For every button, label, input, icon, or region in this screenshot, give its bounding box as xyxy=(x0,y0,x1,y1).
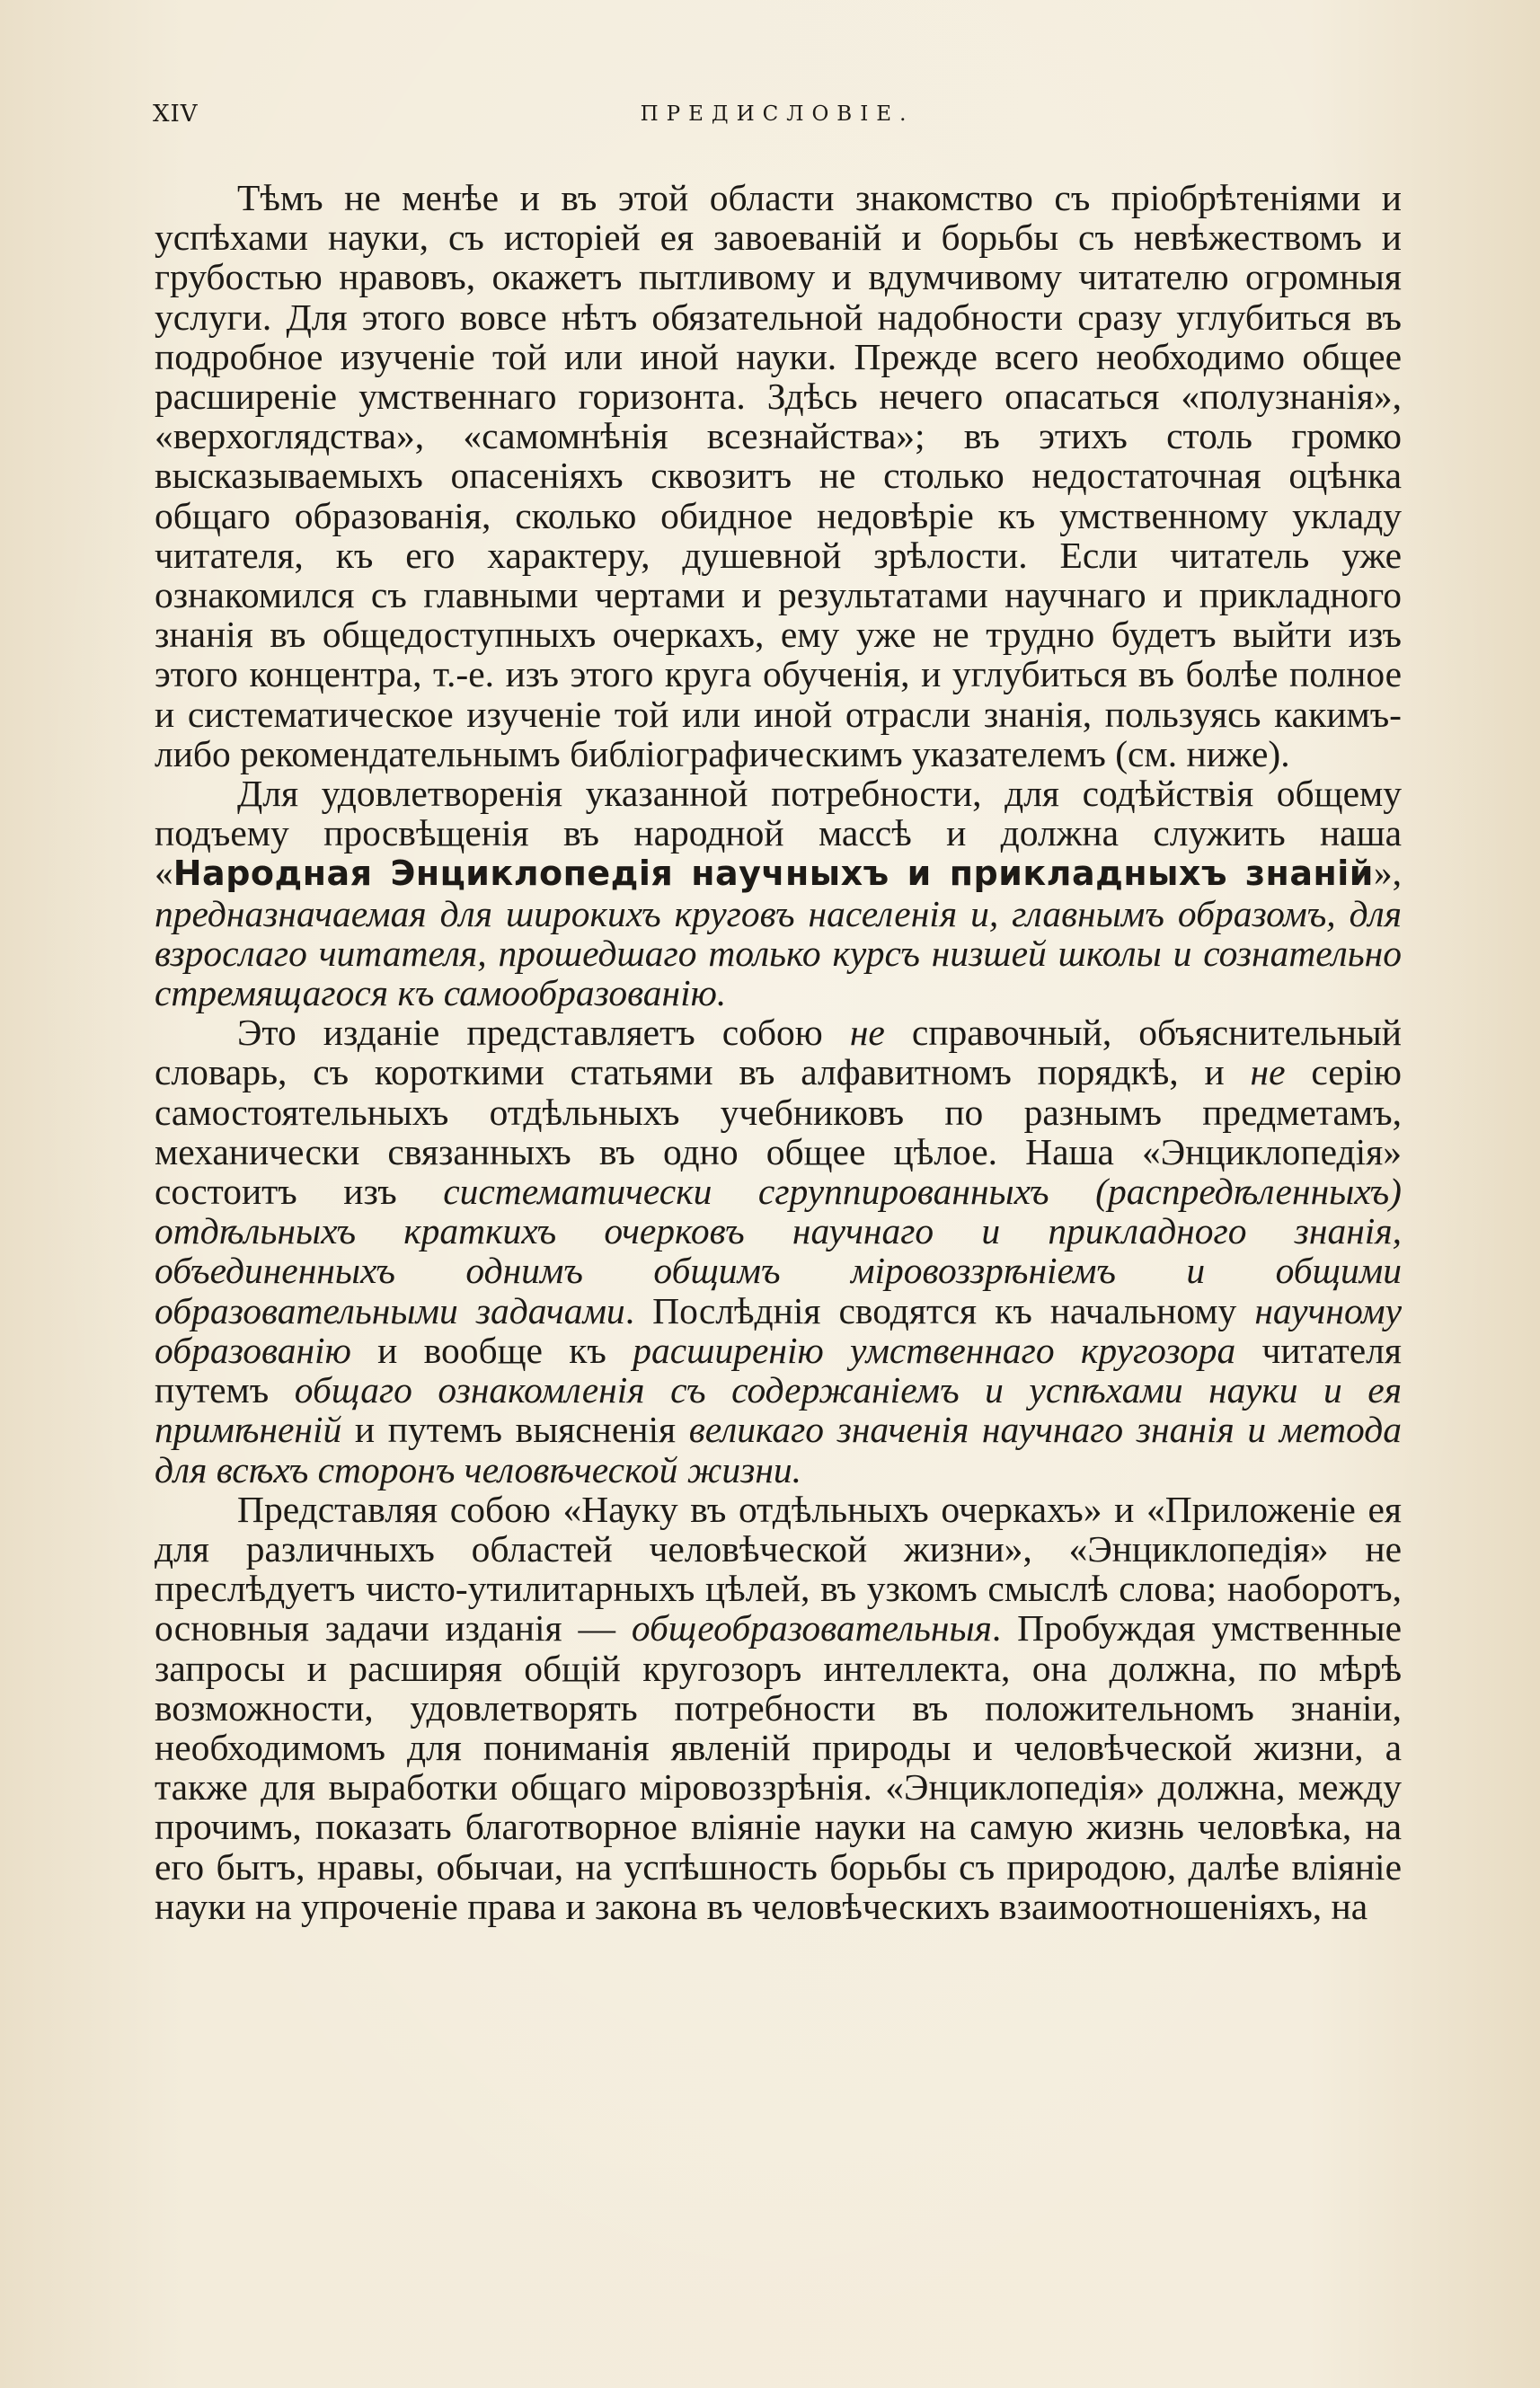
text-run: Тѣмъ не менѣе и въ этой области знакомство съ пріобрѣтеніями и успѣхами науки, съ исторіей ея завоеваній и борьбы съ невѣжествомъ и грубостью нравовъ, окажетъ пытливому и вдумчивому читателю огромныя услуги. Для этого вовсе нѣтъ обязательной надобности сразу углубиться въ подробное изученіе той или иной науки. Прежде всего необходимо общее расширеніе умственнаго горизонта. Здѣсь нечего опасаться «полузнанія», «верхоглядства», «самомнѣнія всезнайства»; въ этихъ столь громко высказываемыхъ опасеніяхъ сквозитъ не столько недостаточная оцѣнка общаго образованія, сколько обидное недовѣріе къ умственному укладу читателя, къ его характеру, душевной зрѣлости. Если читатель уже ознакомился съ главными чертами и результатами научнаго и прикладного знанія въ общедоступныхъ очеркахъ, ему уже не трудно будетъ выйти изъ этого концентра, т.-е. изъ этого круга обученія, и углубиться въ болѣе полное и систематическое изученіе той или иной отрасли знанія, пользуясь какимъ-либо рекомендательнымъ библіографическимъ указателемъ (см. ниже). xyxy=(155,177,1402,774)
body-text xyxy=(155,178,1402,1926)
italic-run: предназначаемая для широкихъ круговъ населенія и, главнымъ образомъ, для взрослаго читателя, прошедшаго только курсъ низшей школы и сознательно стремящагося къ самообразованію. xyxy=(155,892,1402,1014)
italic-run: расширенію умственнаго кругозора xyxy=(633,1329,1236,1371)
page-number: XIV xyxy=(153,101,199,128)
paragraph xyxy=(155,1013,1402,1489)
italic-run: великаго значенія научнаго знанія и метода для всѣхъ сторонъ человѣческой жизни. xyxy=(155,1409,1403,1490)
text-run: . Послѣднія сводятся къ начальному xyxy=(624,1289,1255,1331)
italic-run: систематически сгруппированныхъ (распредѣленныхъ) отдѣльныхъ краткихъ очерковъ научнаго и прикладного знанія, объединенныхъ однимъ общимъ міровоззрѣніемъ и общими образовательными задачами xyxy=(155,1171,1403,1331)
text-run: . Пробуждая умственные запросы и расширяя общій кругозоръ интеллекта, она должна, по мѣрѣ возможности, удовлетворять потребности въ положительномъ знаніи, необходимомъ для пониманія явленій природы и человѣческой жизни, а также для выработки общаго міровоззрѣнія. «Энциклопедія» должна, между прочимъ, показать благотворное вліяніе науки на самую жизнь человѣка, на его бытъ, нравы, обычаи, на успѣшность борьбы съ природою, далѣе вліяніе науки на упроченіе права и закона въ человѣческихъ взаимоотношеніяхъ, на xyxy=(155,1607,1403,1927)
text-run: Это изданіе представляетъ собою xyxy=(237,1012,850,1054)
paragraph xyxy=(155,1490,1402,1926)
italic-run: научному образованію xyxy=(155,1289,1403,1371)
text-run: серію самостоятельныхъ отдѣльныхъ учебниковъ по разнымъ предметамъ, механически связанныхъ въ одно общее цѣлое. Наша «Энциклопедія» состоитъ изъ xyxy=(155,1051,1402,1213)
text-run: справочный, объяснительный словарь, съ короткими статьями въ алфавитномъ порядкѣ, и xyxy=(155,1012,1402,1093)
paragraph xyxy=(155,774,1402,1013)
text-run: Для удовлетворенія указанной потребности, для содѣйствія общему подъему просвѣщенія въ народной массѣ и должна служить наша « xyxy=(155,773,1402,894)
italic-run: общаго ознакомленія съ содержаніемъ и успѣхами науки и ея примѣненій xyxy=(155,1369,1402,1451)
text-run: Представляя собою «Науку въ отдѣльныхъ очеркахъ» и «Приложеніе ея для различныхъ областей человѣческой жизни», «Энциклопедія» не преслѣдуетъ чисто-утилитарныхъ цѣлей, въ узкомъ смыслѣ слова; наоборотъ, основныя задачи изданія — xyxy=(155,1488,1402,1649)
paragraph xyxy=(155,178,1402,774)
italic-run: общеобразовательныя xyxy=(631,1607,992,1649)
text-run: и вообще къ xyxy=(350,1329,633,1371)
running-head xyxy=(153,101,1402,137)
running-title: ПРЕДИСЛОВІЕ. xyxy=(640,102,915,126)
text-run: и путемъ выясненія xyxy=(341,1409,689,1451)
bold-title-run: Народная Энциклопедія научныхъ и прикладныхъ знаній xyxy=(173,853,1374,894)
text-run: », xyxy=(1373,852,1402,894)
italic-run: не xyxy=(849,1012,885,1054)
text-run: читателя путемъ xyxy=(155,1329,1402,1411)
italic-run: не xyxy=(1250,1051,1286,1093)
